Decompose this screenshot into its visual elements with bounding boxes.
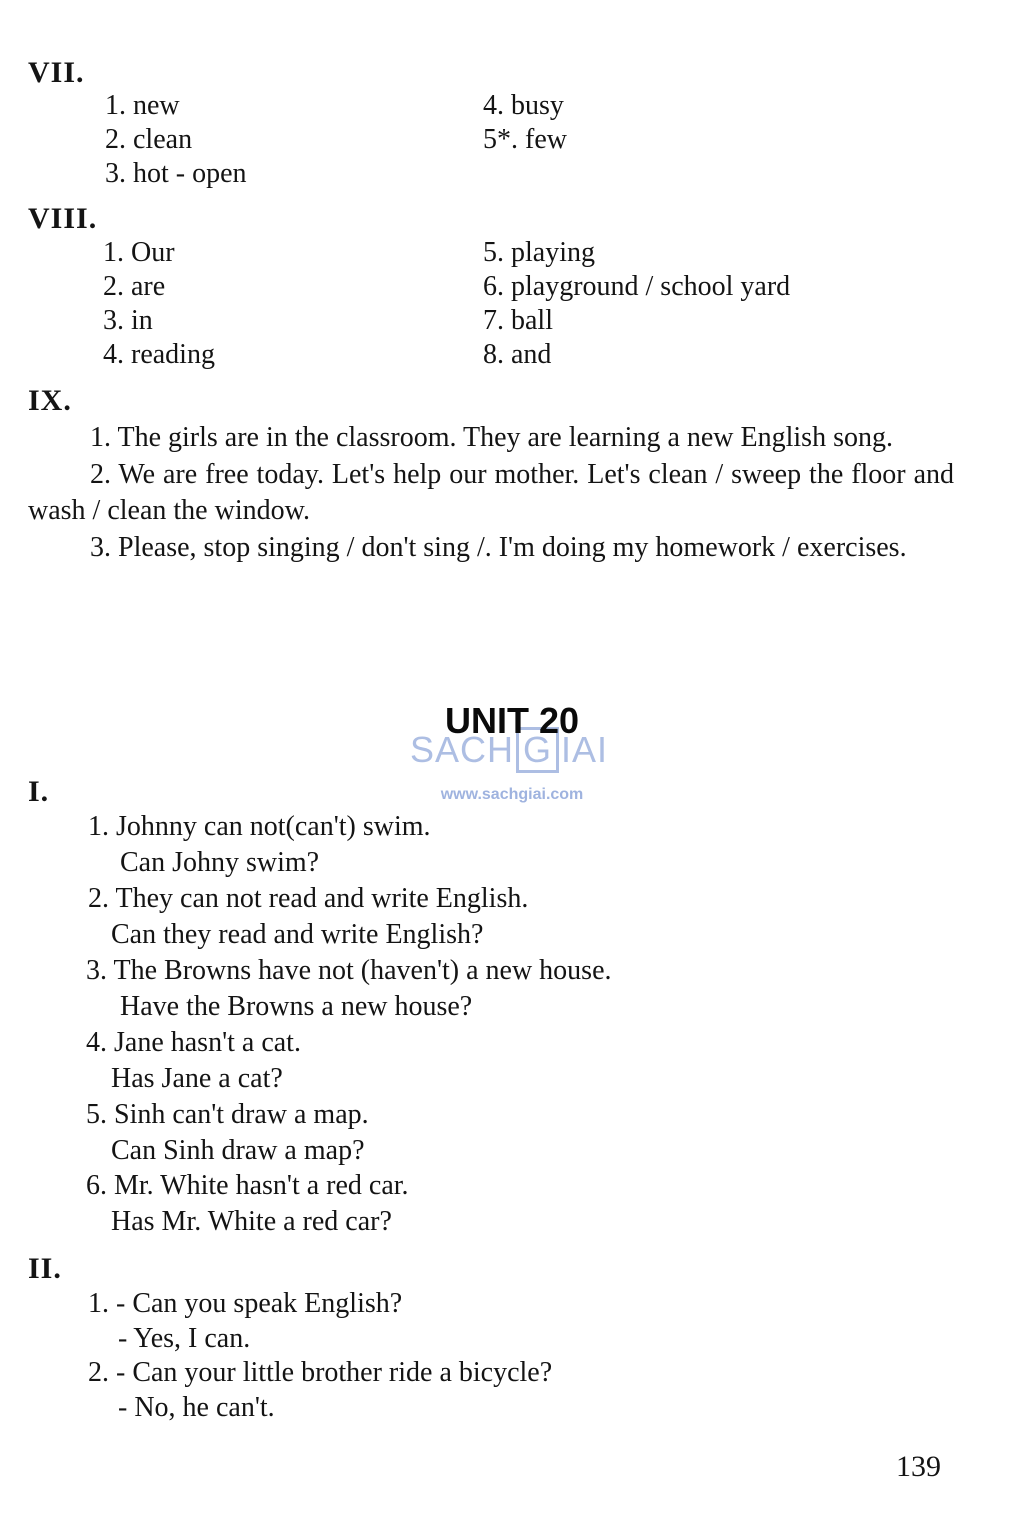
section-heading-viii: VIII. [28,202,98,235]
viii-item-5: 5. playing [483,237,595,268]
watermark-logo-left: SACH [410,729,515,770]
unit-ii-question-2: 2. - Can your little brother ride a bicycle? [88,1357,553,1388]
vii-item-3: 3. hot - open [105,158,247,189]
unit-i-question-6: Has Mr. White a red car? [111,1206,392,1237]
ix-paragraph-1: 1. The girls are in the classroom. They are learning a new English song. [90,422,893,453]
section-heading-ix: IX. [28,384,72,417]
unit-ii-answer-2: - No, he can't. [118,1392,275,1423]
unit-title: UNIT 20 [444,700,580,741]
vii-item-5: 5*. few [483,124,567,155]
unit-i-statement-2: 2. They can not read and write English. [88,883,529,914]
unit-section-heading-i: I. [28,775,50,808]
vii-item-2: 2. clean [105,124,193,155]
unit-i-question-3: Have the Browns a new house? [120,991,473,1022]
unit-i-statement-3: 3. The Browns have not (haven't) a new house. [86,955,612,986]
unit-i-question-5: Can Sinh draw a map? [111,1135,365,1166]
viii-item-7: 7. ball [483,305,553,336]
unit-section-heading-ii: II. [28,1252,62,1285]
viii-item-2: 2. are [103,271,166,302]
unit-i-statement-5: 5. Sinh can't draw a map. [86,1099,369,1130]
unit-i-statement-4: 4. Jane hasn't a cat. [86,1027,301,1058]
unit-i-statement-1: 1. Johnny can not(can't) swim. [88,811,431,842]
ix-paragraphs [28,420,954,566]
vii-item-4: 4. busy [483,90,564,121]
viii-item-3: 3. in [103,305,153,336]
vii-item-1: 1. new [105,90,180,121]
ix-paragraph-2: 2. We are free today. Let's help our mother. Let's clean / sweep the floor and wash / clean the window. [28,458,954,526]
section-heading-vii: VII. [28,56,85,89]
viii-item-1: 1. Our [103,237,175,268]
watermark-url: www.sachgiai.com [440,786,584,803]
watermark-logo-box: G [516,727,559,773]
unit-i-question-4: Has Jane a cat? [111,1063,283,1094]
unit-i-question-1: Can Johny swim? [120,847,320,878]
ix-paragraph-3: 3. Please, stop singing / don't sing /. I'm doing my homework / exercises. [90,531,907,563]
page-number: 139 [896,1450,941,1483]
unit-ii-question-1: 1. - Can you speak English? [88,1288,403,1319]
unit-i-question-2: Can they read and write English? [111,919,484,950]
unit-ii-answer-1: - Yes, I can. [118,1323,251,1354]
viii-item-8: 8. and [483,339,552,370]
unit-i-statement-6: 6. Mr. White hasn't a red car. [86,1170,409,1201]
viii-item-4: 4. reading [103,339,215,370]
viii-item-6: 6. playground / school yard [483,271,791,302]
watermark-logo-right: IAI [561,729,609,770]
